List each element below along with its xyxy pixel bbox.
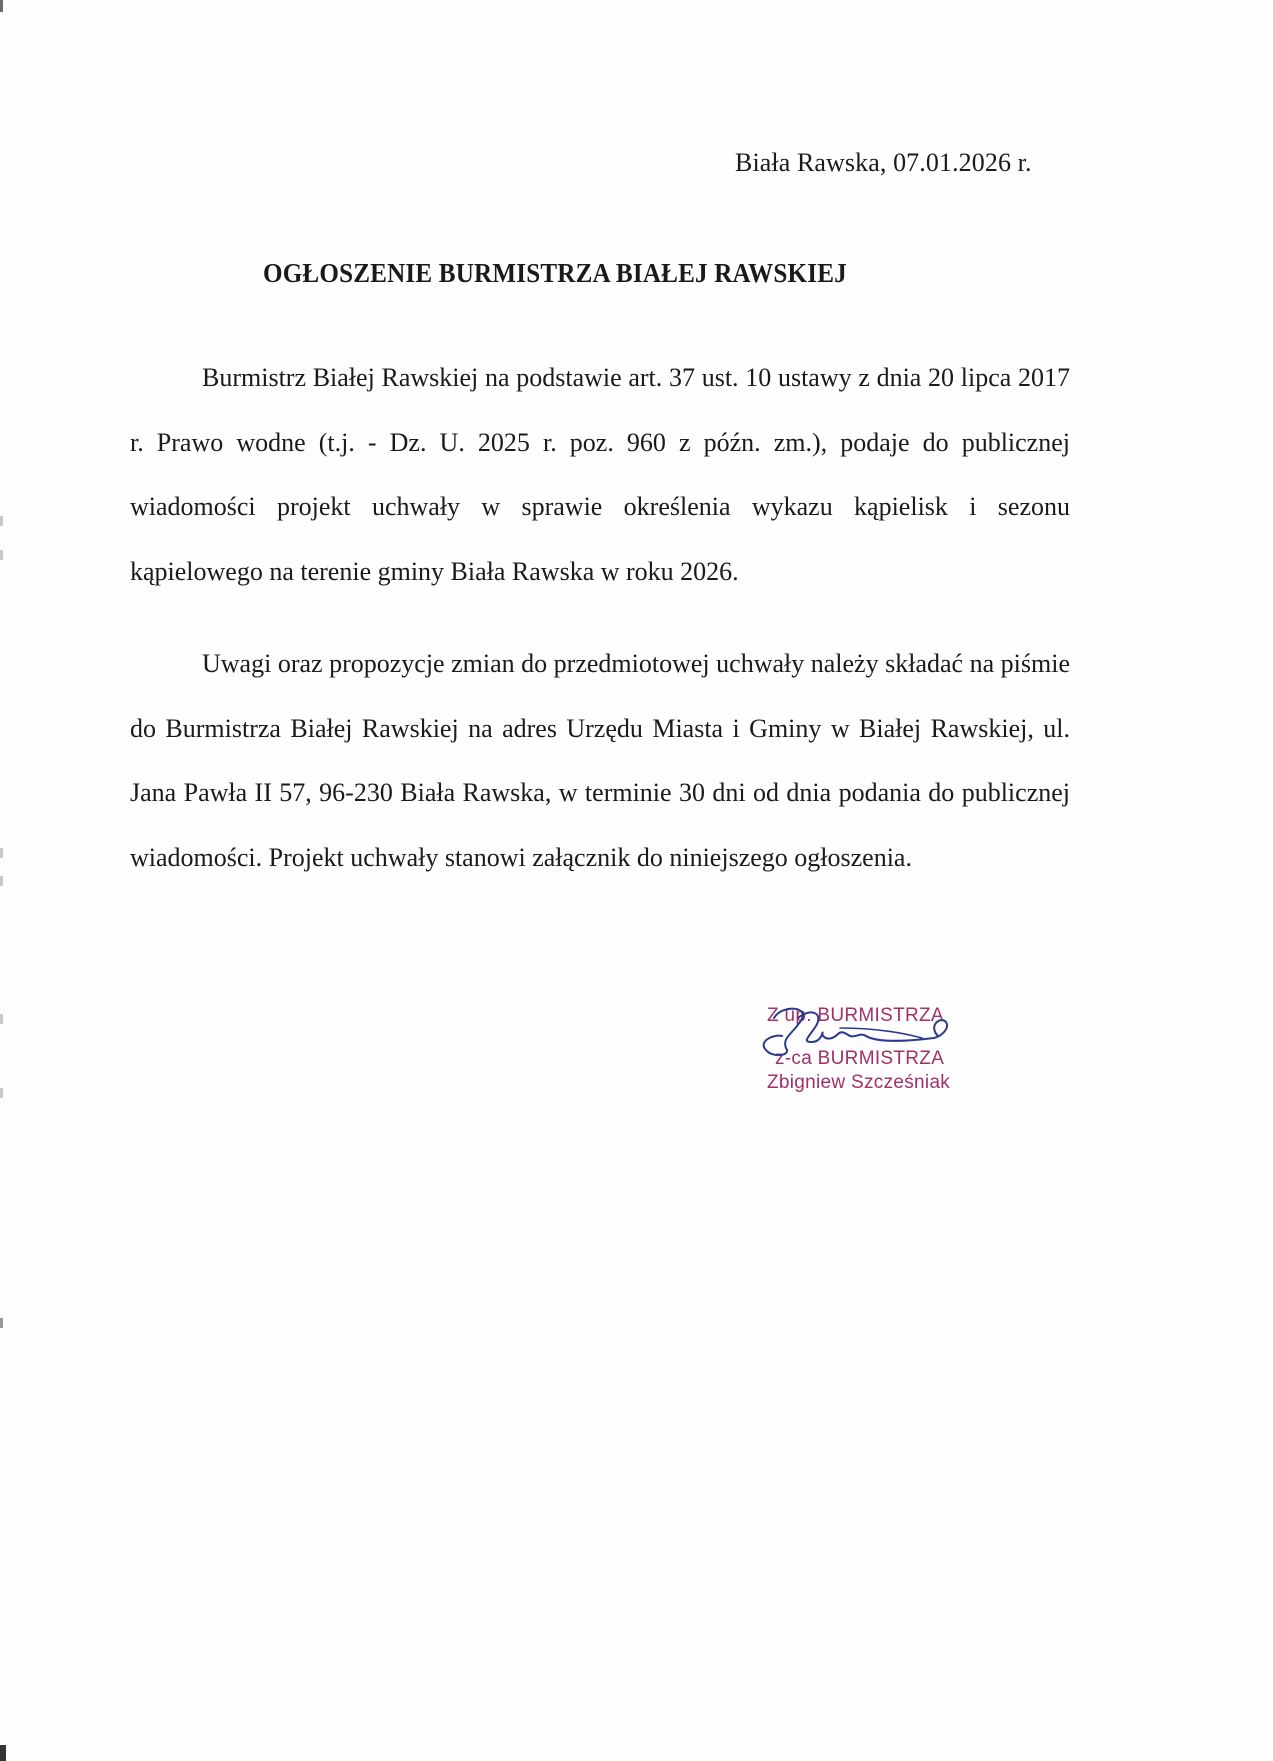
stamp-line-name: Zbigniew Szcześniak bbox=[767, 1072, 951, 1093]
scan-edge-mark bbox=[0, 1745, 6, 1761]
handwritten-signature bbox=[752, 998, 962, 1068]
scan-edge-mark bbox=[0, 0, 3, 12]
scan-edge-mark bbox=[0, 1014, 3, 1024]
document-title: OGŁOSZENIE BURMISTRZA BIAŁEJ RAWSKIEJ bbox=[263, 258, 847, 288]
scan-edge-mark bbox=[0, 848, 3, 858]
place-and-date: Biała Rawska, 07.01.2026 r. bbox=[735, 148, 1032, 177]
scan-edge-mark bbox=[0, 876, 3, 886]
scan-edge-mark bbox=[0, 1088, 3, 1098]
paragraph-legal-basis: Burmistrz Białej Rawskiej na podstawie art. 37 ust. 10 ustawy z dnia 20 lipca 2017 r. Prawo wodne (t.j. - Dz. U. 2025 r. poz. 960 z późn. zm.), podaje do publicznej wiadomości projekt uchwały w sprawie określenia wykazu kąpielisk i sezonu kąpielowego na terenie gminy Biała Rawska w roku 2026. bbox=[130, 363, 1070, 586]
paragraph-comments-instructions: Uwagi oraz propozycje zmian do przedmiotowej uchwały należy składać na piśmie do Burmistrza Białej Rawskiej na adres Urzędu Miasta i Gminy w Białej Rawskiej, ul. Jana Pawła II 57, 96-230 Biała Rawska, w terminie 30 dni od dnia podania do publicznej wiadomości. Projekt uchwały stanowi załącznik do niniejszego ogłoszenia. bbox=[130, 649, 1070, 872]
stamp-line-on-behalf: Z up. BURMISTRZA bbox=[767, 1005, 944, 1026]
scan-edge-mark bbox=[0, 516, 3, 526]
scan-edge-mark bbox=[0, 1318, 3, 1328]
stamp-line-deputy: z-ca BURMISTRZA bbox=[775, 1048, 945, 1069]
scan-edge-mark bbox=[0, 550, 3, 560]
